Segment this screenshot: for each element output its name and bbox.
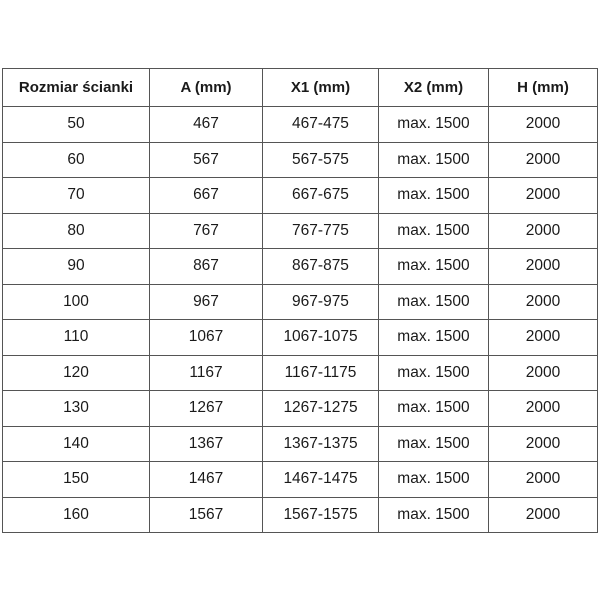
header-x1: X1 (mm)	[263, 69, 379, 107]
table-row	[3, 426, 598, 462]
cell-x2: max. 1500	[379, 320, 489, 356]
cell-wall-size: 70	[3, 178, 150, 214]
cell-x2: max. 1500	[379, 284, 489, 320]
cell-a: 1167	[150, 355, 263, 391]
cell-x1: 1367-1375	[263, 426, 379, 462]
cell-wall-size: 130	[3, 391, 150, 427]
cell-h: 2000	[489, 213, 598, 249]
cell-x1: 1467-1475	[263, 462, 379, 498]
cell-h: 2000	[489, 355, 598, 391]
cell-a: 1467	[150, 462, 263, 498]
header-x2: X2 (mm)	[379, 69, 489, 107]
table-row	[3, 142, 598, 178]
cell-x2: max. 1500	[379, 178, 489, 214]
cell-x2: max. 1500	[379, 462, 489, 498]
header-row	[3, 69, 598, 107]
table-row	[3, 462, 598, 498]
table-header	[3, 69, 598, 107]
table-row	[3, 320, 598, 356]
cell-h: 2000	[489, 320, 598, 356]
cell-wall-size: 80	[3, 213, 150, 249]
table-row	[3, 284, 598, 320]
cell-a: 967	[150, 284, 263, 320]
cell-x1: 1567-1575	[263, 497, 379, 533]
cell-wall-size: 60	[3, 142, 150, 178]
cell-h: 2000	[489, 249, 598, 285]
cell-a: 1067	[150, 320, 263, 356]
cell-h: 2000	[489, 497, 598, 533]
header-a: A (mm)	[150, 69, 263, 107]
cell-h: 2000	[489, 426, 598, 462]
table-row	[3, 213, 598, 249]
table-row	[3, 497, 598, 533]
cell-a: 567	[150, 142, 263, 178]
header-h: H (mm)	[489, 69, 598, 107]
cell-a: 1367	[150, 426, 263, 462]
table-body	[3, 107, 598, 533]
cell-x2: max. 1500	[379, 107, 489, 143]
cell-x1: 767-775	[263, 213, 379, 249]
cell-wall-size: 120	[3, 355, 150, 391]
cell-a: 467	[150, 107, 263, 143]
cell-wall-size: 100	[3, 284, 150, 320]
table-row	[3, 391, 598, 427]
cell-x1: 967-975	[263, 284, 379, 320]
cell-h: 2000	[489, 142, 598, 178]
cell-wall-size: 150	[3, 462, 150, 498]
cell-x1: 1067-1075	[263, 320, 379, 356]
table-row	[3, 107, 598, 143]
cell-x2: max. 1500	[379, 142, 489, 178]
cell-x1: 467-475	[263, 107, 379, 143]
cell-wall-size: 50	[3, 107, 150, 143]
cell-h: 2000	[489, 462, 598, 498]
cell-x2: max. 1500	[379, 497, 489, 533]
table-row	[3, 178, 598, 214]
cell-wall-size: 90	[3, 249, 150, 285]
cell-wall-size: 110	[3, 320, 150, 356]
cell-h: 2000	[489, 178, 598, 214]
cell-a: 1567	[150, 497, 263, 533]
cell-x1: 1267-1275	[263, 391, 379, 427]
cell-a: 867	[150, 249, 263, 285]
table-row	[3, 355, 598, 391]
cell-x1: 667-675	[263, 178, 379, 214]
cell-x1: 1167-1175	[263, 355, 379, 391]
cell-a: 1267	[150, 391, 263, 427]
cell-x2: max. 1500	[379, 426, 489, 462]
cell-h: 2000	[489, 284, 598, 320]
cell-x1: 867-875	[263, 249, 379, 285]
table-row	[3, 249, 598, 285]
cell-x2: max. 1500	[379, 391, 489, 427]
cell-x2: max. 1500	[379, 213, 489, 249]
cell-wall-size: 160	[3, 497, 150, 533]
header-wall-size: Rozmiar ścianki	[3, 69, 150, 107]
cell-a: 667	[150, 178, 263, 214]
cell-h: 2000	[489, 391, 598, 427]
cell-h: 2000	[489, 107, 598, 143]
cell-x2: max. 1500	[379, 249, 489, 285]
cell-a: 767	[150, 213, 263, 249]
cell-wall-size: 140	[3, 426, 150, 462]
cell-x2: max. 1500	[379, 355, 489, 391]
dimensions-table	[2, 68, 598, 533]
cell-x1: 567-575	[263, 142, 379, 178]
